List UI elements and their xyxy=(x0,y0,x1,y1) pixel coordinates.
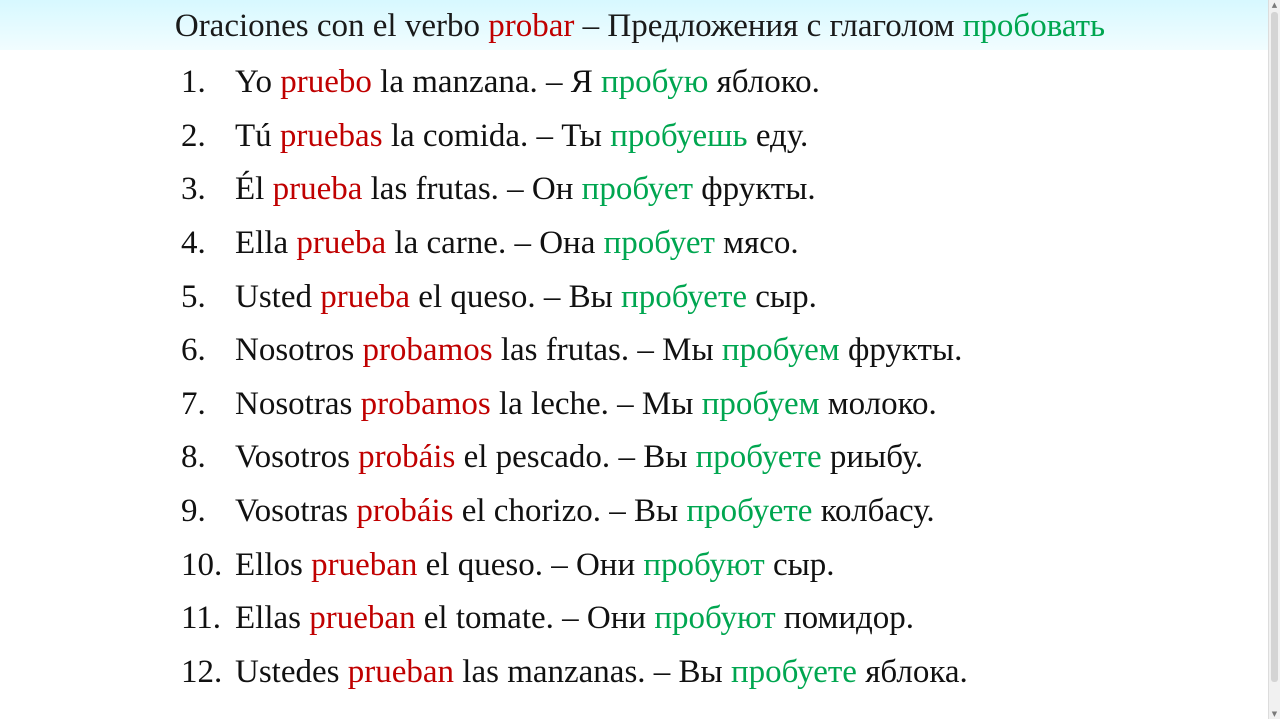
scroll-up-arrow-icon[interactable]: ▲ xyxy=(1271,1,1278,9)
sentence-row xyxy=(181,270,968,324)
sentence-row xyxy=(181,431,968,485)
spanish-subject: Vosotras xyxy=(235,493,349,530)
russian-subject: – Я xyxy=(546,64,593,101)
sentence-number: 7. xyxy=(181,385,206,422)
sentence-row xyxy=(181,646,968,700)
russian-subject: – Ты xyxy=(536,117,602,154)
spanish-subject: Nosotras xyxy=(235,385,353,422)
russian-subject: – Она xyxy=(514,225,596,262)
title-bar xyxy=(0,0,1280,50)
russian-subject: – Вы xyxy=(618,439,688,476)
russian-verb: пробуешь xyxy=(610,117,748,154)
spanish-subject: Usted xyxy=(235,278,312,315)
sentence-number: 6. xyxy=(181,332,206,369)
russian-verb: пробует xyxy=(581,171,693,208)
russian-verb: пробуем xyxy=(721,332,840,369)
russian-subject: – Они xyxy=(551,546,636,583)
spanish-subject: Ellos xyxy=(235,546,303,583)
spanish-subject: Nosotros xyxy=(235,332,355,369)
sentence-row xyxy=(181,56,968,110)
sentence-row xyxy=(181,485,968,539)
russian-object: еду. xyxy=(755,117,809,154)
scroll-down-arrow-icon[interactable]: ▼ xyxy=(1271,710,1278,718)
spanish-verb: prueban xyxy=(311,546,418,583)
russian-verb: пробуете xyxy=(730,653,857,690)
spanish-verb: probáis xyxy=(358,439,456,476)
sentence-number: 11. xyxy=(181,600,222,637)
russian-subject: – Вы xyxy=(609,493,679,530)
russian-verb: пробуете xyxy=(686,493,813,530)
russian-subject: – Он xyxy=(507,171,574,208)
title-spanish-part: Oraciones con el verbo xyxy=(174,8,489,44)
sentence-row xyxy=(181,324,968,378)
spanish-object: las frutas. xyxy=(500,332,630,369)
russian-object: помидор. xyxy=(783,600,915,637)
russian-object: яблоко. xyxy=(716,64,820,101)
russian-object: риыбу. xyxy=(829,439,924,476)
sentence-row xyxy=(181,378,968,432)
vertical-scrollbar[interactable] xyxy=(1268,0,1280,719)
russian-verb: пробует xyxy=(603,225,715,262)
spanish-verb: probamos xyxy=(362,332,493,369)
title-russian-verb: пробовать xyxy=(962,8,1106,44)
russian-object: яблока. xyxy=(865,653,968,690)
russian-object: сыр. xyxy=(755,278,817,315)
spanish-verb: prueban xyxy=(309,600,416,637)
spanish-verb: probáis xyxy=(356,493,454,530)
russian-subject: – Вы xyxy=(653,653,723,690)
russian-object: молоко. xyxy=(827,385,937,422)
russian-subject: – Вы xyxy=(543,278,613,315)
spanish-object: el queso. xyxy=(418,278,536,315)
sentence-row xyxy=(181,592,968,646)
sentence-number: 2. xyxy=(181,117,206,154)
sentence-row xyxy=(181,217,968,271)
spanish-subject: Ustedes xyxy=(235,653,340,690)
spanish-verb: prueba xyxy=(320,278,411,315)
russian-verb: пробуют xyxy=(643,546,765,583)
spanish-subject: Él xyxy=(235,171,265,208)
sentence-number: 3. xyxy=(181,171,206,208)
spanish-verb: prueba xyxy=(272,171,363,208)
spanish-object: el queso. xyxy=(425,546,543,583)
russian-object: мясо. xyxy=(723,225,799,262)
russian-subject: – Они xyxy=(562,600,647,637)
russian-object: фрукты. xyxy=(847,332,963,369)
spanish-verb: pruebas xyxy=(279,117,383,154)
russian-subject: – Мы xyxy=(637,332,714,369)
russian-verb: пробуете xyxy=(695,439,822,476)
russian-subject: – Мы xyxy=(617,385,694,422)
russian-object: колбасу. xyxy=(820,493,935,530)
title-spanish-verb: probar xyxy=(488,8,575,44)
spanish-object: el chorizo. xyxy=(461,493,602,530)
title-russian-part: – Предложения с глаголом xyxy=(574,8,963,44)
sentence-row xyxy=(181,110,968,164)
sentence-number: 8. xyxy=(181,439,206,476)
sentence-number: 10. xyxy=(181,546,223,583)
spanish-verb: pruebo xyxy=(280,64,372,101)
spanish-subject: Ellas xyxy=(235,600,301,637)
spanish-object: la carne. xyxy=(394,225,507,262)
sentence-number: 1. xyxy=(181,64,206,101)
sentence-row xyxy=(181,538,968,592)
russian-object: сыр. xyxy=(772,546,835,583)
page-title xyxy=(0,0,1280,52)
spanish-object: el tomate. xyxy=(423,600,554,637)
spanish-subject: Vosotros xyxy=(235,439,350,476)
spanish-verb: probamos xyxy=(360,385,491,422)
scrollbar-thumb[interactable] xyxy=(1271,12,1278,682)
sentence-number: 5. xyxy=(181,278,206,315)
spanish-object: la comida. xyxy=(390,117,529,154)
spanish-subject: Yo xyxy=(235,64,273,101)
sentence-row xyxy=(181,163,968,217)
spanish-object: el pescado. xyxy=(463,439,611,476)
spanish-object: las frutas. xyxy=(370,171,499,208)
spanish-object: la manzana. xyxy=(380,64,538,101)
russian-object: фрукты. xyxy=(701,171,816,208)
russian-verb: пробуют xyxy=(654,600,776,637)
russian-verb: пробую xyxy=(601,64,709,101)
sentence-number: 9. xyxy=(181,493,206,530)
spanish-subject: Tú xyxy=(235,117,272,154)
spanish-object: las manzanas. xyxy=(462,653,646,690)
spanish-verb: prueban xyxy=(347,653,455,690)
sentence-number: 12. xyxy=(181,653,223,690)
sentence-list xyxy=(181,56,968,699)
spanish-verb: prueba xyxy=(296,225,387,262)
sentence-number: 4. xyxy=(181,225,206,262)
russian-verb: пробуете xyxy=(621,278,748,315)
russian-verb: пробуем xyxy=(701,385,820,422)
spanish-subject: Ella xyxy=(235,225,289,262)
spanish-object: la leche. xyxy=(498,385,609,422)
